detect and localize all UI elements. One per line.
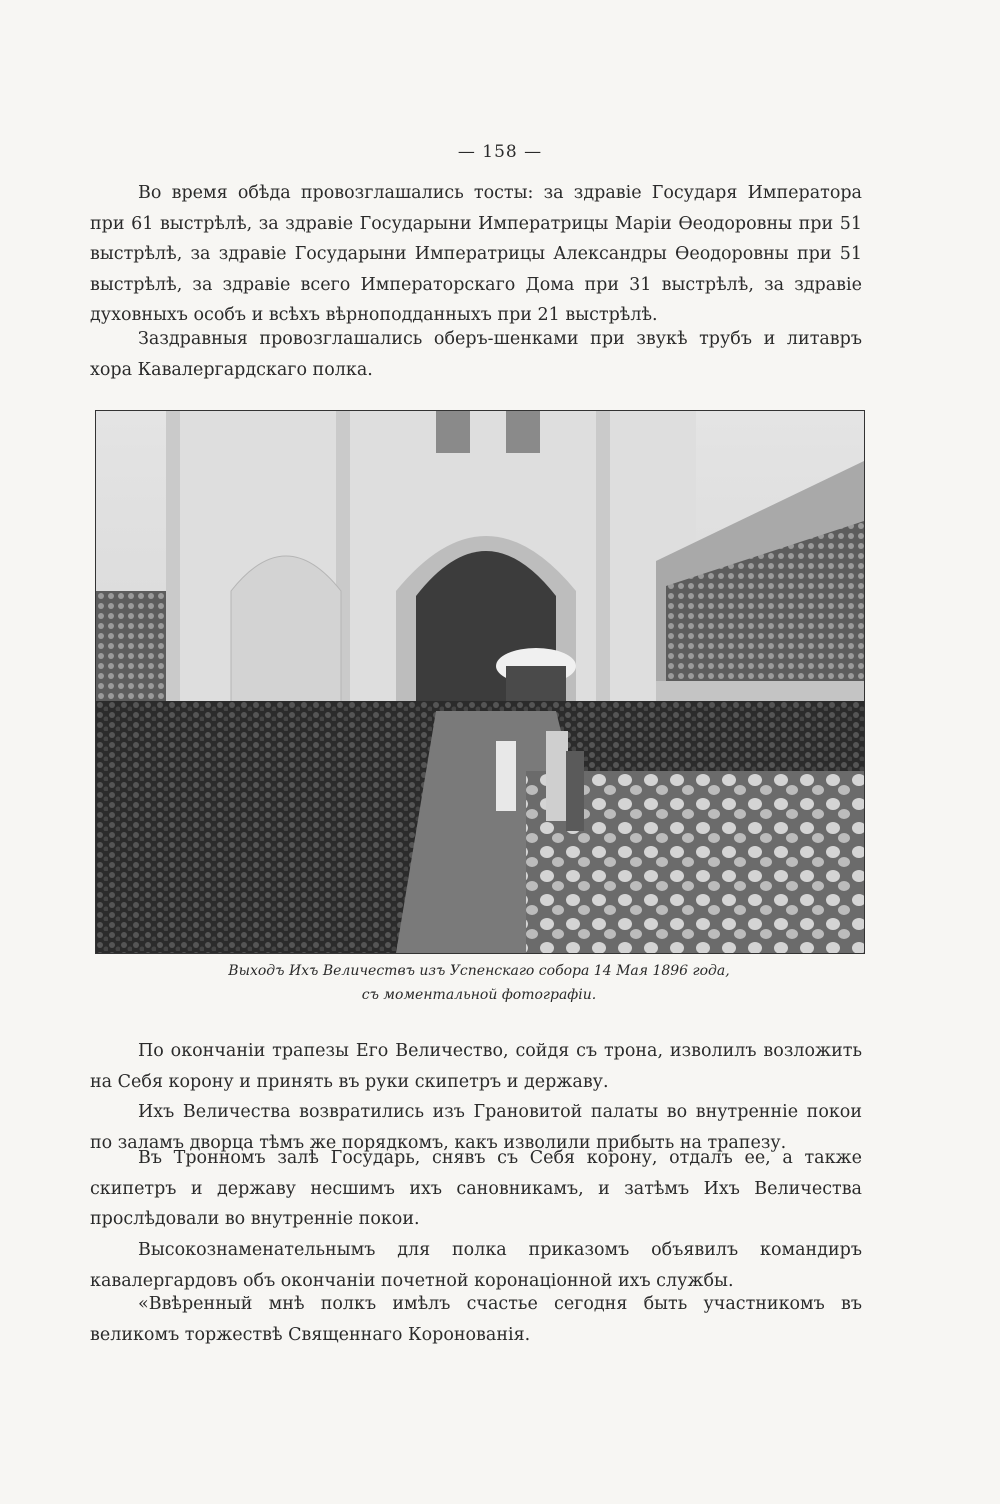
paragraph-quote: «Ввѣренный мнѣ полкъ имѣлъ счастье сегодня быть участникомъ въ великомъ торжествѣ Священнаго Коронованія. — [90, 1294, 862, 1345]
photo-caption-line2: съ моментальной фотографіи. — [361, 987, 597, 1003]
paragraph-throne-hall: Въ Тронномъ залѣ Государь, снявъ съ Себя корону, отдалъ ее, а также скипетръ и державу несшимъ ихъ сановникамъ, и затѣмъ Ихъ Величества прослѣдовали во внутренніе покои. — [90, 1148, 862, 1229]
paragraph-return: Ихъ Величества возвратились изъ Грановитой палаты во внутренніе покои по заламъ дворца тѣмъ же порядкомъ, какъ изволили прибыть на трапезу. — [90, 1102, 862, 1153]
paragraph-order: Высокознаменательнымъ для полка приказомъ объявилъ командиръ кавалергардовъ объ окончаніи почетной коронаціонной ихъ службы. — [90, 1240, 862, 1291]
paragraph-toasts: Во время обѣда провозглашались тосты: за здравіе Государя Императора при 61 выстрѣлѣ, за здравіе Государыни Императрицы Маріи Ѳеодоровны при 51 выстрѣлѣ, за здравіе Государыни Императрицы Александры Ѳеодоровны при 51 выстрѣлѣ, за здравіе всего Императорскаго Дома при 31 выстрѣлѣ, за здравіе духовныхъ особъ и всѣхъ вѣрноподданныхъ при 21 выстрѣлѣ. — [90, 183, 862, 325]
page-number: — 158 — — [457, 142, 543, 162]
paragraph-toasts-heralds: Заздравныя провозглашались оберъ-шенками при звукѣ трубъ и литавръ хора Кавалергардскаго полка. — [90, 329, 862, 380]
photograph — [95, 410, 865, 954]
paragraph-end-of-meal: По окончаніи трапезы Его Величество, сойдя съ трона, изволилъ возложить на Себя корону и принять въ руки скипетръ и державу. — [90, 1041, 862, 1092]
photo-caption-line1: Выходъ Ихъ Величествъ изъ Успенскаго собора 14 Мая 1896 года, — [228, 963, 730, 979]
